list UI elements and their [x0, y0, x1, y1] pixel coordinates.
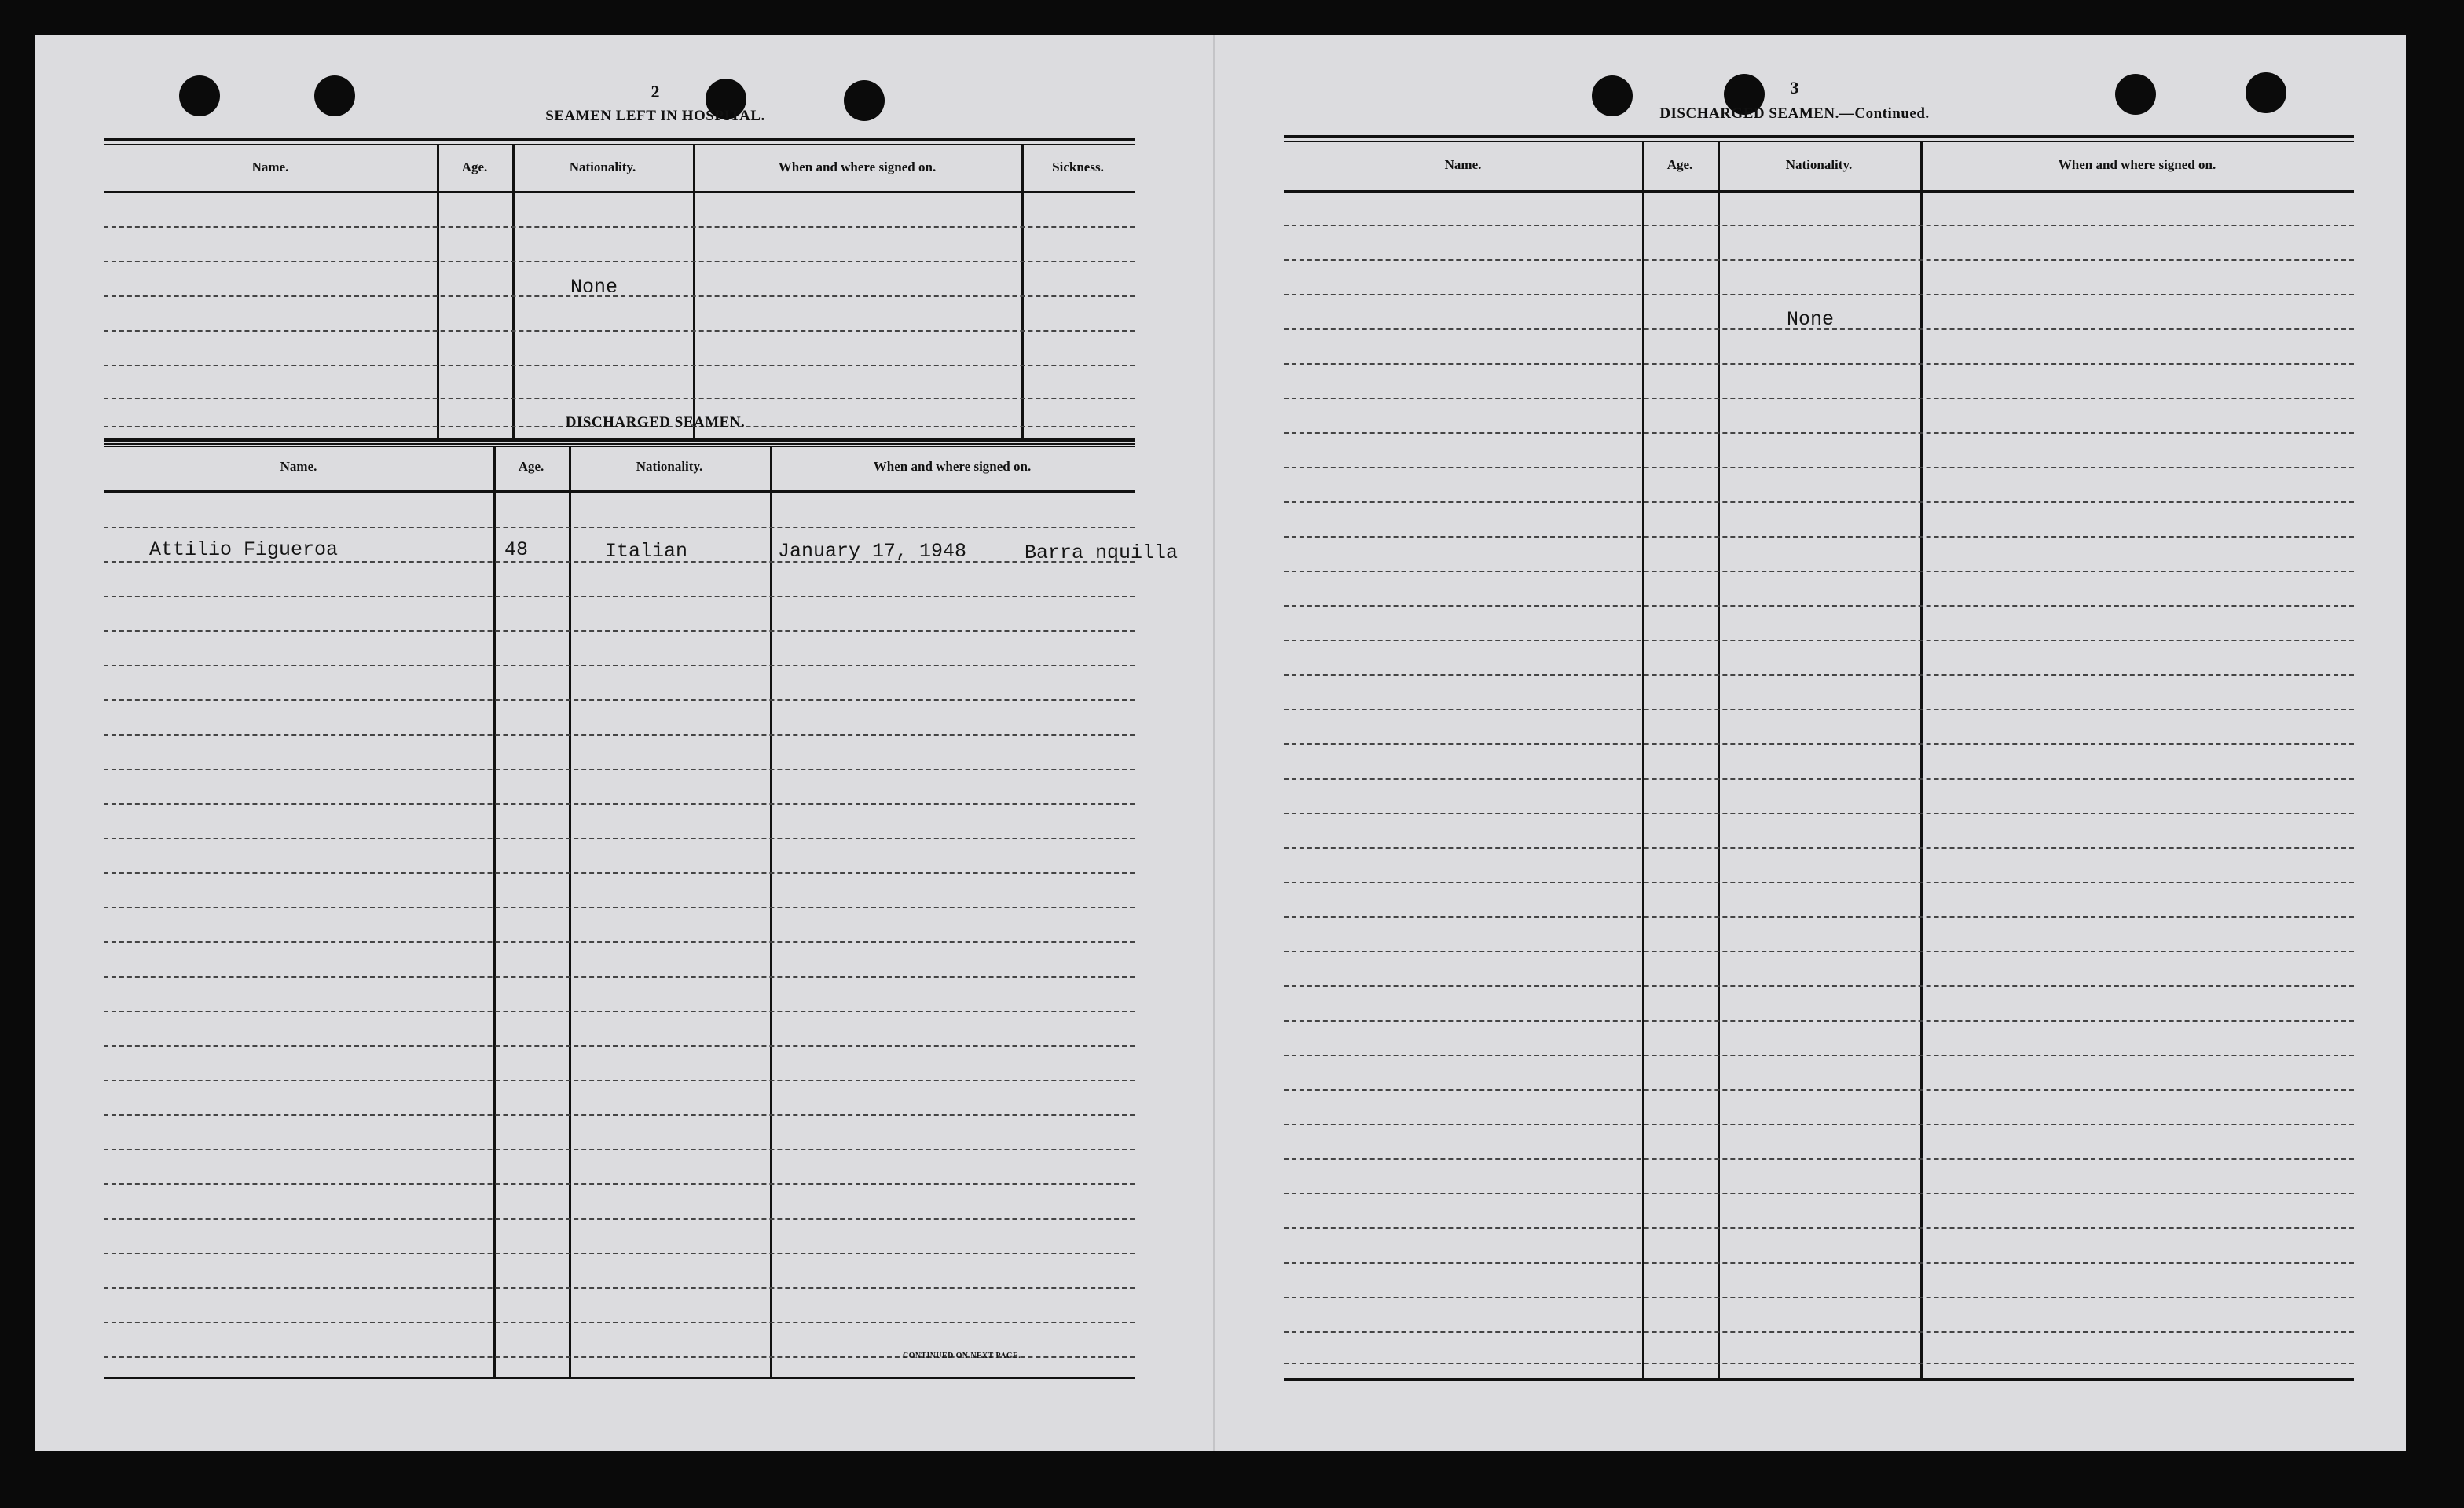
continued-col-signed-on: When and where signed on.	[2058, 157, 2216, 172]
document-spread	[35, 35, 2406, 1451]
page-fold	[1213, 35, 1215, 1451]
page-number-right: 3	[1790, 78, 1799, 97]
punch-hole	[314, 75, 355, 116]
continued-none-entry: None	[1787, 308, 1835, 331]
continued-col-nationality: Nationality.	[1785, 157, 1853, 172]
hospital-table	[104, 138, 1135, 446]
discharged-continued-table	[1284, 135, 2354, 1385]
discharged-col-name: Name.	[280, 459, 317, 474]
discharged-section-title: DISCHARGED SEAMEN.	[565, 414, 746, 431]
discharged-continued-title: DISCHARGED SEAMEN.—Continued.	[1659, 105, 1930, 122]
hospital-col-signed-on: When and where signed on.	[778, 160, 937, 174]
punch-hole	[2246, 72, 2286, 113]
continued-col-age: Age.	[1666, 157, 1693, 172]
seaman-name: Attilio Figueroa	[149, 538, 339, 561]
hospital-none-entry: None	[570, 276, 618, 299]
discharged-col-nationality: Nationality.	[636, 459, 703, 474]
page-number-left: 2	[651, 82, 660, 101]
punch-hole	[2115, 74, 2156, 115]
hospital-section-title: SEAMEN LEFT IN HOSPITAL.	[545, 108, 765, 124]
seaman-signed-date: January 17, 1948	[778, 540, 967, 563]
continued-col-name: Name.	[1444, 157, 1482, 172]
hospital-col-name: Name.	[251, 160, 289, 174]
seaman-signed-place: Barra nquilla	[1025, 541, 1179, 564]
discharged-col-signed-on: When and where signed on.	[873, 459, 1032, 474]
hospital-col-sickness: Sickness.	[1052, 160, 1104, 174]
seaman-nationality: Italian	[605, 540, 688, 563]
seaman-age: 48	[504, 538, 529, 561]
punch-hole	[179, 75, 220, 116]
discharged-col-age: Age.	[518, 459, 544, 474]
hospital-col-age: Age.	[461, 160, 488, 174]
discharged-table	[104, 440, 1179, 1383]
hospital-col-nationality: Nationality.	[569, 160, 636, 174]
continued-footer: CONTINUED ON NEXT PAGE.	[903, 1352, 1021, 1360]
